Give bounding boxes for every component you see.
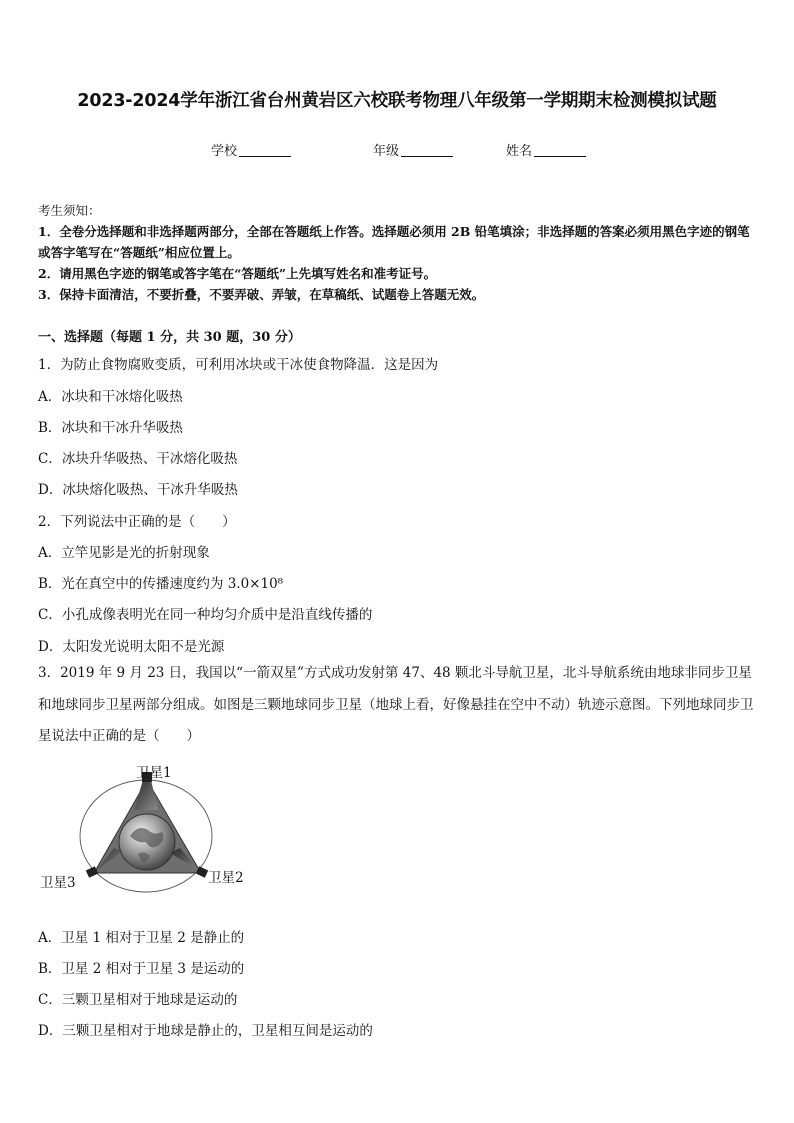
school-field xyxy=(211,140,291,159)
question-stem: 2．下列说法中正确的是（ ） xyxy=(38,514,236,530)
option-d: D．三颗卫星相对于地球是静止的，卫星相互间是运动的 xyxy=(38,1023,373,1039)
beam-1 xyxy=(134,780,158,810)
school-label: 学校 xyxy=(211,144,238,159)
option-b: B．卫星 2 相对于卫星 3 是运动的 xyxy=(38,961,245,977)
satellite-figure xyxy=(30,758,260,893)
option-a: A．冰块和干冰熔化吸热 xyxy=(38,389,183,405)
satellite-3-label: 卫星3 xyxy=(40,875,76,891)
notice-block xyxy=(38,200,760,305)
section-title: 一、选择题（每题 1 分，共 30 题，30 分） xyxy=(38,330,301,345)
question-stem: 3．2019 年 9 月 23 日，我国以“一箭双星”方式成功发射第 47、48 颗北斗导航卫星，北斗导航系统由地球非同步卫星和地球同步卫星两部分组成。如图是三颗地球同步卫星（地球上看，好像悬挂在空中不动）轨迹示意图。下列地球同步卫星说法中正确的是（ ） xyxy=(38,665,754,744)
school-blank xyxy=(239,142,291,157)
name-label: 姓名 xyxy=(506,144,533,159)
option-d: D．冰块熔化吸热、干冰升华吸热 xyxy=(38,482,238,498)
name-blank xyxy=(534,142,586,157)
grade-blank xyxy=(401,142,453,157)
option-b: B．光在真空中的传播速度约为 3.0×10⁸ xyxy=(38,576,284,592)
exam-title: 2023-2024学年浙江省台州黄岩区六校联考物理八年级第一学期期末检测模拟试题 xyxy=(77,91,717,111)
option-c: C．小孔成像表明光在同一种均匀介质中是沿直线传播的 xyxy=(38,607,373,623)
option-c: C．三颗卫星相对于地球是运动的 xyxy=(38,992,238,1008)
question-stem: 1．为防止食物腐败变质，可利用冰块或干冰使食物降温．这是因为 xyxy=(38,357,439,373)
option-d: D．太阳发光说明太阳不是光源 xyxy=(38,639,225,655)
option-a: A．立竿见影是光的折射现象 xyxy=(38,545,210,561)
notice-item: 2．请用黑色字迹的钢笔或答字笔在“答题纸”上先填写姓名和准考证号。 xyxy=(38,266,437,281)
name-field xyxy=(506,140,586,159)
option-a: A．卫星 1 相对于卫星 2 是静止的 xyxy=(38,930,245,946)
grade-label: 年级 xyxy=(373,144,400,159)
notice-heading: 考生须知： xyxy=(38,203,101,218)
satellite-2-label: 卫星2 xyxy=(208,870,244,886)
grade-field xyxy=(373,140,453,159)
satellite-1-label: 卫星1 xyxy=(136,765,172,781)
option-c: C．冰块升华吸热、干冰熔化吸热 xyxy=(38,451,238,467)
notice-item: 3．保持卡面清洁，不要折叠，不要弄破、弄皱，在草稿纸、试题卷上答题无效。 xyxy=(38,287,485,302)
option-b: B．冰块和干冰升华吸热 xyxy=(38,420,183,436)
notice-item: 1．全卷分选择题和非选择题两部分，全部在答题纸上作答。选择题必须用 2B 铅笔填涂；非选择题的答案必须用黑色字迹的钢笔或答字笔写在“答题纸”相应位置上。 xyxy=(38,224,750,260)
